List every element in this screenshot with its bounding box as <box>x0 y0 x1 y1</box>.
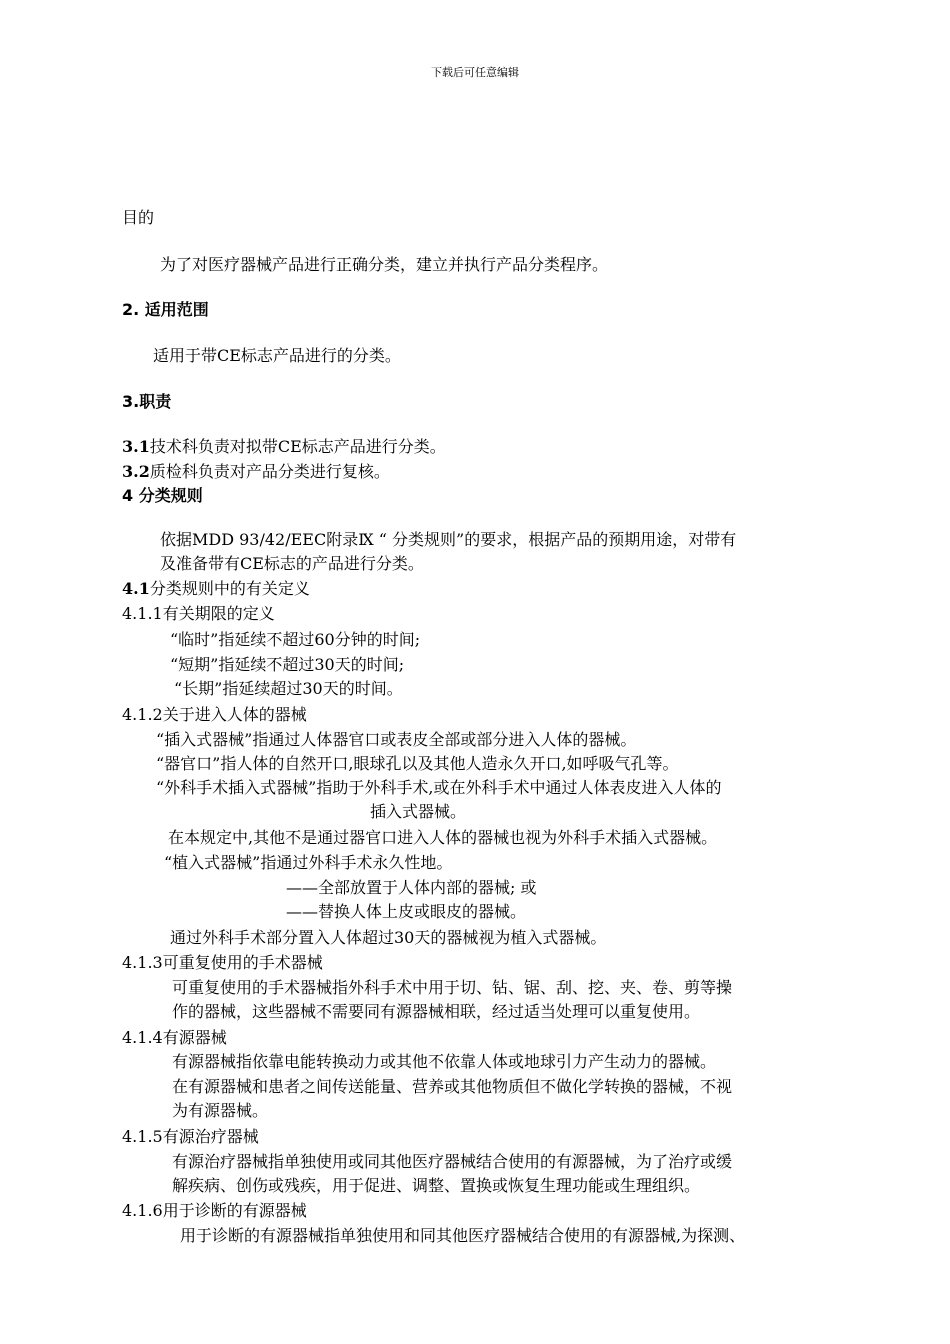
section-4-1-3-text-line2: 作的器械，这些器械不需要同有源器械相联，经过适当处理可以重复使用。 <box>172 1002 701 1021</box>
section-3-1-text: 技术科负责对拟带CE标志产品进行分类。 <box>149 437 446 456</box>
def-body-orifice: “器官口”指人体的自然开口,眼球孔以及其他人造永久开口,如呼吸气孔等。 <box>156 754 679 773</box>
section-2-text: 适用于带CE标志产品进行的分类。 <box>153 346 401 365</box>
section-4-1-5-title: 4.1.5有源治疗器械 <box>122 1127 259 1146</box>
purpose-text: 为了对医疗器械产品进行正确分类，建立并执行产品分类程序。 <box>160 255 609 274</box>
page-header: 下载后可任意编辑 <box>431 66 519 79</box>
term-short-term: “短期”指延续不超过30天的时间; <box>170 655 405 674</box>
section-3-title: 3.职责 <box>122 392 172 411</box>
section-4-1-4-text-line3: 为有源器械。 <box>172 1101 269 1120</box>
def-invasive-device: “插入式器械”指通过人体器官口或表皮全部或部分进入人体的器械。 <box>156 730 637 749</box>
def-surgical-invasive-line1: “外科手术插入式器械”指助于外科手术,或在外科手术中通过人体表皮进入人体的 <box>156 778 722 797</box>
section-4-1 <box>122 578 310 600</box>
section-4-1-4-text-line2: 在有源器械和患者之间传送能量、营养或其他物质但不做化学转换的器械，不视 <box>172 1077 733 1096</box>
section-4-1-6-text-line1: 用于诊断的有源器械指单独使用和同其他医疗器械结合使用的有源器械,为探测、 <box>180 1226 746 1245</box>
section-4-1-text: 分类规则中的有关定义 <box>149 579 310 598</box>
section-4-1-5-text-line1: 有源治疗器械指单独使用或同其他医疗器械结合使用的有源器械，为了治疗或缓 <box>172 1152 733 1171</box>
def-implant-item-1: ——全部放置于人体内部的器械; 或 <box>286 878 537 897</box>
section-4-1-5-text-line2: 解疾病、创伤或残疾，用于促进、调整、置换或恢复生理功能或生理组织。 <box>172 1176 701 1195</box>
section-4-1-3-title: 4.1.3可重复使用的手术器械 <box>122 953 323 972</box>
section-4-text-line2: 及准备带有CE标志的产品进行分类。 <box>160 554 424 573</box>
section-3-1 <box>122 436 446 458</box>
section-3-2 <box>122 461 390 483</box>
section-4-1-4-text-line1: 有源器械指依靠电能转换动力或其他不依靠人体或地球引力产生动力的器械。 <box>172 1052 717 1071</box>
section-4-text-line1: 依据MDD 93/42/EEC附录Ⅸ “ 分类规则”的要求，根据产品的预期用途，对带有 <box>160 530 737 549</box>
section-4-1-1-title: 4.1.1有关期限的定义 <box>122 604 275 623</box>
section-3-2-text: 质检科负责对产品分类进行复核。 <box>149 462 390 481</box>
term-temporary: “临时”指延续不超过60分钟的时间; <box>170 630 421 649</box>
section-4-1-number: 4.1 <box>122 579 150 598</box>
def-regulation-note: 在本规定中,其他不是通过器官口进入人体的器械也视为外科手术插入式器械。 <box>168 828 718 847</box>
def-implantable-device: “植入式器械”指通过外科手术永久性地。 <box>164 853 453 872</box>
section-4-1-3-text-line1: 可重复使用的手术器械指外科手术中用于切、钻、锯、刮、挖、夹、卷、剪等操 <box>172 978 733 997</box>
section-3-1-number: 3.1 <box>122 437 150 456</box>
def-implant-item-2: ——替换人体上皮或眼皮的器械。 <box>286 902 527 921</box>
section-4-1-4-title: 4.1.4有源器械 <box>122 1028 227 1047</box>
section-3-2-number: 3.2 <box>122 462 150 481</box>
section-4-title: 4 分类规则 <box>122 486 203 505</box>
section-4-1-2-title: 4.1.2关于进入人体的器械 <box>122 705 307 724</box>
def-surgical-invasive-line2: 插入式器械。 <box>370 802 467 821</box>
term-long-term: “长期”指延续超过30天的时间。 <box>174 679 403 698</box>
def-implant-note: 通过外科手术部分置入人体超过30天的器械视为植入式器械。 <box>170 928 607 947</box>
section-4-1-6-title: 4.1.6用于诊断的有源器械 <box>122 1201 307 1220</box>
purpose-title: 目的 <box>122 208 155 227</box>
section-2-title: 2. 适用范围 <box>122 300 209 319</box>
